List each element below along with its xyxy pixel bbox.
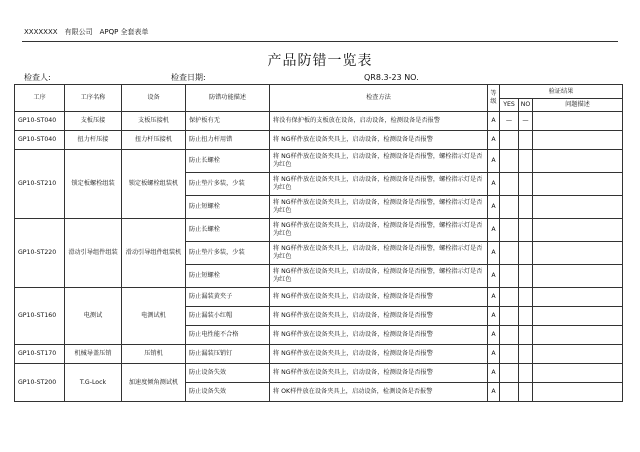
form-number: QR8.3-23 NO. bbox=[364, 73, 419, 82]
process-name-cell: T.G-Lock bbox=[65, 364, 122, 402]
level-cell: A bbox=[488, 131, 500, 150]
equipment-cell: 加速度倾角测试机 bbox=[122, 364, 186, 402]
function-cell: 防止短螺栓 bbox=[186, 265, 270, 288]
method-cell: 将 NG样件放在设备夹具上，启动设备，检测设备是否报警 bbox=[270, 307, 488, 326]
yes-cell bbox=[500, 131, 519, 150]
level-cell: A bbox=[488, 288, 500, 307]
issue-cell bbox=[533, 112, 623, 131]
level-cell: A bbox=[488, 196, 500, 219]
issue-cell bbox=[533, 326, 623, 345]
process-name-cell: 电测试 bbox=[65, 288, 122, 345]
yes-cell bbox=[500, 383, 519, 402]
issue-cell bbox=[533, 288, 623, 307]
method-cell: 将没有保护板的支板放在设备，启动设备，检测设备是否报警 bbox=[270, 112, 488, 131]
col-yes: YES bbox=[500, 99, 519, 112]
level-cell: A bbox=[488, 150, 500, 173]
issue-cell bbox=[533, 345, 623, 364]
no-cell bbox=[519, 150, 533, 173]
yes-cell bbox=[500, 173, 519, 196]
equipment-cell: 支板压接机 bbox=[122, 112, 186, 131]
col-issue: 问题描述 bbox=[533, 99, 623, 112]
equipment-cell: 锁定板螺栓组装机 bbox=[122, 150, 186, 219]
process-cell: GP10-ST040 bbox=[15, 112, 65, 131]
function-cell: 防止漏装小红帽 bbox=[186, 307, 270, 326]
function-cell: 保护板有无 bbox=[186, 112, 270, 131]
method-cell: 将 NG样件放在设备夹具上，启动设备，检测设备是否报警，螺栓指示灯是否为红色 bbox=[270, 196, 488, 219]
no-cell bbox=[519, 131, 533, 150]
issue-cell bbox=[533, 364, 623, 383]
col-verify: 验证结果 bbox=[500, 85, 623, 99]
process-name-cell: 滑动引导组件组装 bbox=[65, 219, 122, 288]
level-cell: A bbox=[488, 219, 500, 242]
process-cell: GP10-ST170 bbox=[15, 345, 65, 364]
col-process: 工序 bbox=[15, 85, 65, 112]
level-cell: A bbox=[488, 307, 500, 326]
yes-cell bbox=[500, 288, 519, 307]
level-cell: A bbox=[488, 265, 500, 288]
yes-cell bbox=[500, 345, 519, 364]
equipment-cell: 滑动引导组件组装机 bbox=[122, 219, 186, 288]
issue-cell bbox=[533, 131, 623, 150]
inspector-label: 检查人: bbox=[24, 73, 51, 82]
method-cell: 将 NG样件放在设备夹具上，启动设备，检测设备是否报警 bbox=[270, 326, 488, 345]
level-cell: A bbox=[488, 326, 500, 345]
function-cell: 防止漏装黄夹子 bbox=[186, 288, 270, 307]
no-cell bbox=[519, 288, 533, 307]
issue-cell bbox=[533, 150, 623, 173]
yes-cell bbox=[500, 326, 519, 345]
issue-cell bbox=[533, 383, 623, 402]
function-cell: 防止设备失效 bbox=[186, 383, 270, 402]
issue-cell bbox=[533, 219, 623, 242]
process-cell: GP10-ST160 bbox=[15, 288, 65, 345]
table-row bbox=[15, 345, 623, 364]
yes-cell bbox=[500, 219, 519, 242]
no-cell bbox=[519, 326, 533, 345]
no-cell bbox=[519, 307, 533, 326]
method-cell: 将 NG样件放在设备夹具上，启动设备，检测设备是否报警，螺栓指示灯是否为红色 bbox=[270, 173, 488, 196]
method-cell: 将 NG样件放在设备夹具上，启动设备，检测设备是否报警，螺栓指示灯是否为红色 bbox=[270, 150, 488, 173]
function-cell: 防止短螺栓 bbox=[186, 196, 270, 219]
function-cell: 防止设备失效 bbox=[186, 364, 270, 383]
no-cell bbox=[519, 219, 533, 242]
page-title: 产品防错一览表 bbox=[267, 53, 373, 69]
function-cell: 防止扭力杆用错 bbox=[186, 131, 270, 150]
equipment-cell: 电测试机 bbox=[122, 288, 186, 345]
col-function: 防错功能描述 bbox=[186, 85, 270, 112]
level-cell: A bbox=[488, 364, 500, 383]
process-cell: GP10-ST220 bbox=[15, 219, 65, 288]
issue-cell bbox=[533, 242, 623, 265]
table-row bbox=[15, 219, 623, 242]
function-cell: 防止电性能不合格 bbox=[186, 326, 270, 345]
function-cell: 防止漏装压销钉 bbox=[186, 345, 270, 364]
col-no: NO bbox=[519, 99, 533, 112]
method-cell: 将 NG样件放在设备夹具上，启动设备，检测设备是否报警 bbox=[270, 288, 488, 307]
no-cell: — bbox=[519, 112, 533, 131]
no-cell bbox=[519, 345, 533, 364]
col-equipment: 设备 bbox=[122, 85, 186, 112]
no-cell bbox=[519, 265, 533, 288]
method-cell: 将 OK样件放在设备夹具上，启动设备，检测设备是否报警 bbox=[270, 383, 488, 402]
method-cell: 将 NG样件放在设备夹具上，启动设备，检测设备是否报警 bbox=[270, 131, 488, 150]
issue-cell bbox=[533, 196, 623, 219]
process-cell: GP10-ST040 bbox=[15, 131, 65, 150]
process-name-cell: 机械导盖压销 bbox=[65, 345, 122, 364]
process-name-cell: 锁定板螺栓组装 bbox=[65, 150, 122, 219]
function-cell: 防止长螺栓 bbox=[186, 150, 270, 173]
no-cell bbox=[519, 242, 533, 265]
col-level: 等级 bbox=[488, 85, 500, 112]
level-cell: A bbox=[488, 383, 500, 402]
yes-cell bbox=[500, 307, 519, 326]
yes-cell bbox=[500, 196, 519, 219]
level-cell: A bbox=[488, 242, 500, 265]
method-cell: 将 NG样件放在设备夹具上，启动设备，检测设备是否报警，螺栓指示灯是否为红色 bbox=[270, 265, 488, 288]
error-proofing-table bbox=[14, 84, 623, 402]
yes-cell bbox=[500, 242, 519, 265]
equipment-cell: 扭力杆压接机 bbox=[122, 131, 186, 150]
table-row bbox=[15, 112, 623, 131]
yes-cell: — bbox=[500, 112, 519, 131]
yes-cell bbox=[500, 364, 519, 383]
function-cell: 防止长螺栓 bbox=[186, 219, 270, 242]
process-name-cell: 扭力杆压接 bbox=[65, 131, 122, 150]
header-divider bbox=[22, 41, 618, 42]
document-header: XXXXXXX 有限公司 APQP 全套表单 bbox=[24, 28, 149, 36]
issue-cell bbox=[533, 307, 623, 326]
table-row bbox=[15, 364, 623, 383]
issue-cell bbox=[533, 265, 623, 288]
issue-cell bbox=[533, 173, 623, 196]
method-cell: 将 NG样件放在设备夹具上，启动设备，检测设备是否报警 bbox=[270, 364, 488, 383]
no-cell bbox=[519, 196, 533, 219]
no-cell bbox=[519, 364, 533, 383]
no-cell bbox=[519, 383, 533, 402]
process-cell: GP10-ST210 bbox=[15, 150, 65, 219]
col-process-name: 工序名称 bbox=[65, 85, 122, 112]
equipment-cell: 压销机 bbox=[122, 345, 186, 364]
date-label: 检查日期: bbox=[171, 73, 206, 82]
level-cell: A bbox=[488, 173, 500, 196]
level-cell: A bbox=[488, 345, 500, 364]
function-cell: 防止垫片多装，少装 bbox=[186, 173, 270, 196]
level-cell: A bbox=[488, 112, 500, 131]
function-cell: 防止垫片多装，少装 bbox=[186, 242, 270, 265]
method-cell: 将 NG样件放在设备夹具上，启动设备，检测设备是否报警，螺栓指示灯是否为红色 bbox=[270, 219, 488, 242]
method-cell: 将 NG样件放在设备夹具上，启动设备，检测设备是否报警 bbox=[270, 345, 488, 364]
process-cell: GP10-ST200 bbox=[15, 364, 65, 402]
process-name-cell: 支板压接 bbox=[65, 112, 122, 131]
header-row bbox=[15, 85, 623, 99]
col-method: 检查方法 bbox=[270, 85, 488, 112]
table-row bbox=[15, 150, 623, 173]
no-cell bbox=[519, 173, 533, 196]
method-cell: 将 NG样件放在设备夹具上，启动设备，检测设备是否报警，螺栓指示灯是否为红色 bbox=[270, 242, 488, 265]
table-row bbox=[15, 131, 623, 150]
table-row bbox=[15, 288, 623, 307]
yes-cell bbox=[500, 150, 519, 173]
yes-cell bbox=[500, 265, 519, 288]
